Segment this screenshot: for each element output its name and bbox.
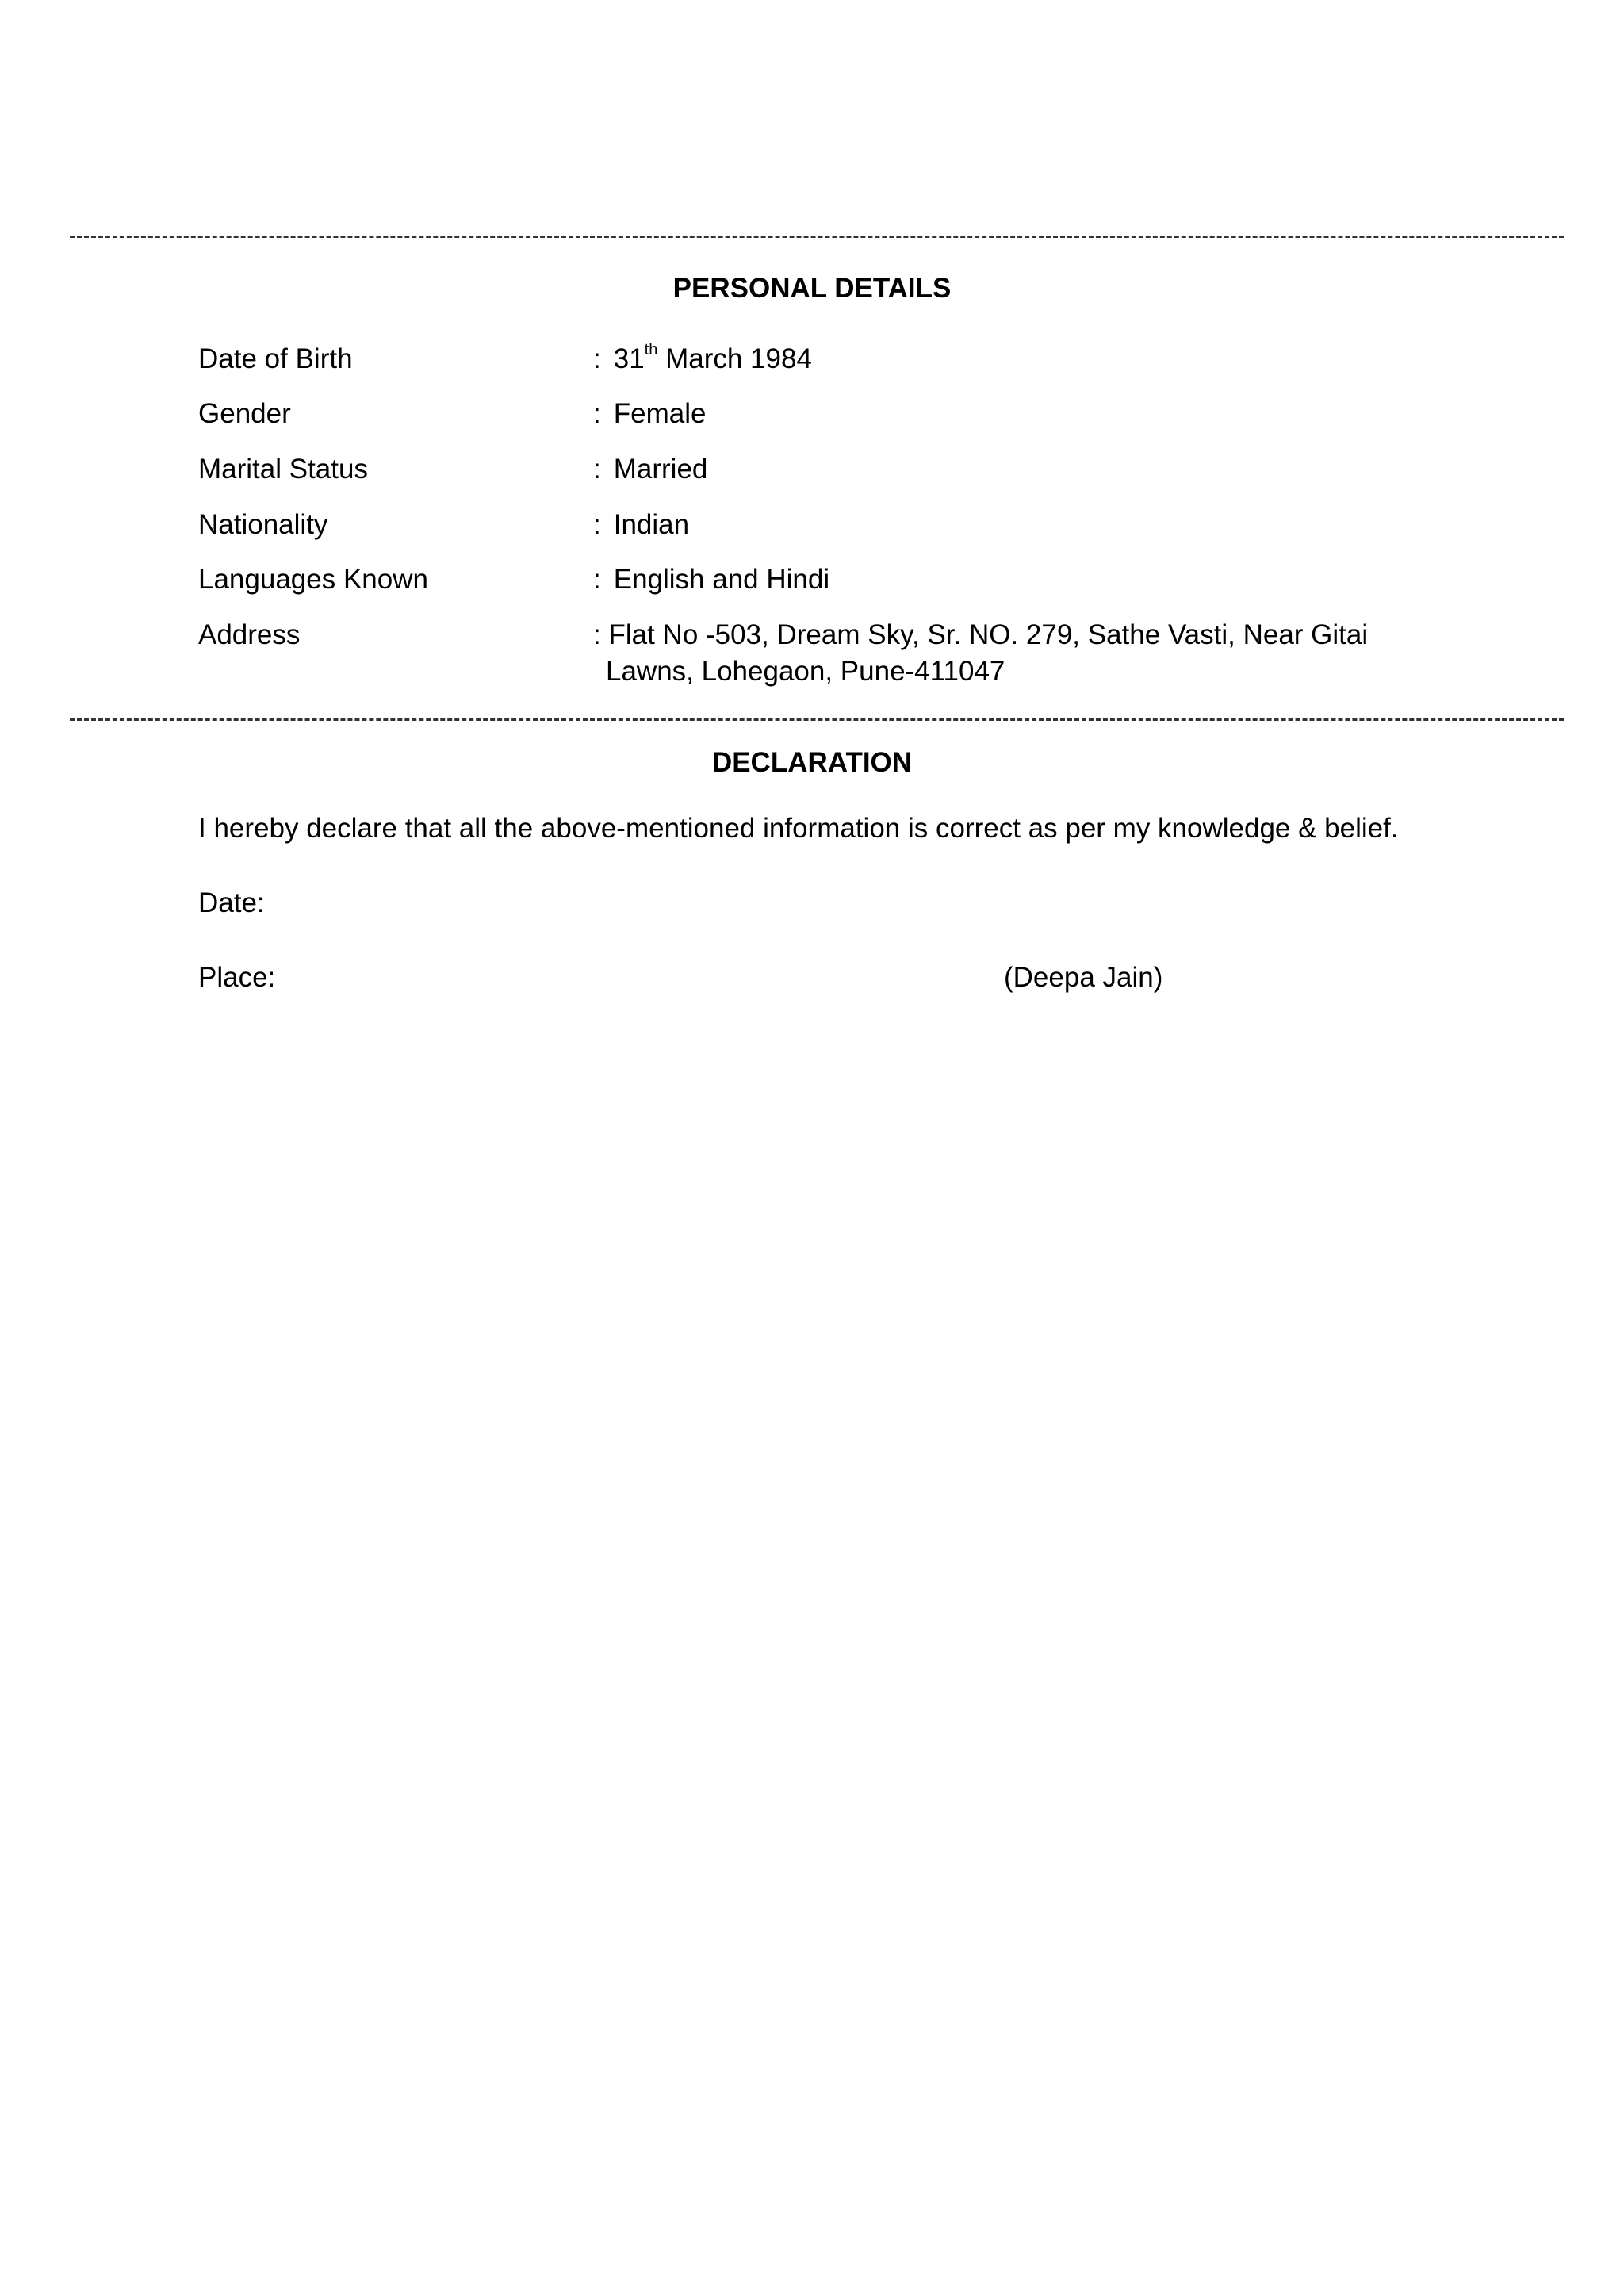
- date-label: Date:: [198, 887, 265, 918]
- signature-name: (Deepa Jain): [1004, 962, 1163, 993]
- marital-status-value: Married: [613, 454, 708, 485]
- detail-value: [593, 508, 689, 542]
- separator: :: [593, 564, 601, 595]
- dob-day: 31: [613, 343, 645, 374]
- separator: :: [593, 398, 601, 429]
- languages-value: English and Hindi: [613, 564, 830, 595]
- personal-details-heading: PERSONAL DETAILS: [672, 273, 952, 304]
- separator: :: [593, 619, 601, 650]
- detail-label: Date of Birth: [198, 343, 353, 374]
- separator: :: [593, 509, 601, 540]
- detail-label: Address: [198, 619, 301, 650]
- detail-value: [593, 453, 707, 486]
- detail-label: Nationality: [198, 509, 328, 540]
- dob-month-year: March 1984: [665, 343, 812, 374]
- address-line-2: Lawns, Lohegaon, Pune-411047: [606, 656, 1005, 687]
- detail-label: Gender: [198, 398, 291, 429]
- detail-label: Marital Status: [198, 454, 368, 485]
- detail-value: [593, 397, 706, 431]
- dob-suffix: th: [644, 341, 658, 359]
- declaration-heading: DECLARATION: [711, 747, 913, 778]
- separator: :: [593, 454, 601, 485]
- middle-divider: [70, 718, 1564, 721]
- place-label: Place:: [198, 962, 276, 993]
- address-line-1: Flat No -503, Dream Sky, Sr. NO. 279, Sathe Vasti, Near Gitai: [608, 619, 1369, 650]
- declaration-statement: I hereby declare that all the above-mentioned information is correct as per my knowledge & belief.: [198, 813, 1399, 844]
- separator: :: [593, 343, 601, 374]
- gender-value: Female: [613, 398, 707, 429]
- top-divider: [70, 236, 1564, 238]
- detail-value: [593, 563, 829, 596]
- detail-value: [593, 343, 812, 376]
- detail-label: Languages Known: [198, 564, 428, 595]
- detail-value: [593, 619, 1624, 688]
- nationality-value: Indian: [613, 509, 690, 540]
